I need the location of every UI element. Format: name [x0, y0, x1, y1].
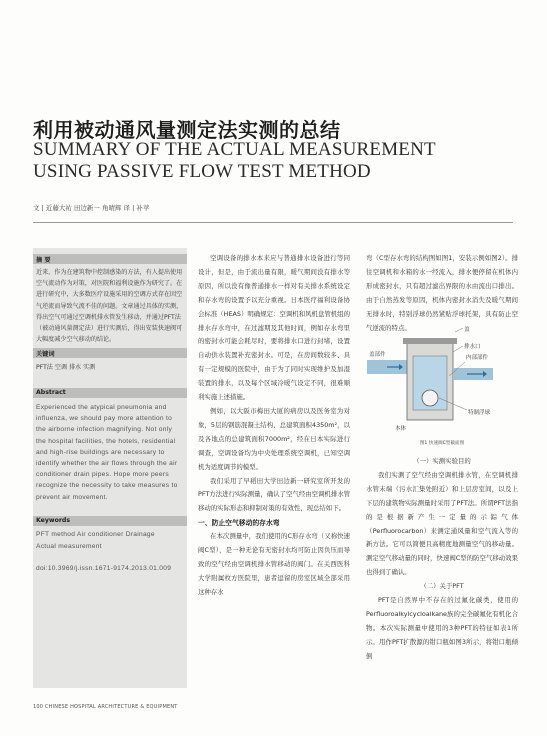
- figure-caption: 图1 快速阀C型截面图: [419, 441, 465, 446]
- col2-paragraph-4: 在本次测量中，我们使用的C形存水弯（又称快速阀C型），是一种无论有无密封水均可防止因负压而导致的空气经由空调机排水管移动的阀门。在关西医科大学附属枚方医院里，患者逗留的房室区域全部采用这种存水: [198, 532, 350, 596]
- label-drain-out: 排水口: [464, 344, 481, 350]
- keywords-en-line2: Actual measurement: [36, 543, 102, 550]
- article-title-en-line1: SUMMARY OF THE ACTUAL MEASUREMENT: [33, 139, 436, 160]
- label-body: 本体: [395, 426, 407, 432]
- col3-paragraph-1: 弯（C型存水弯的结构图如图1，安装示例如图2）。排往空调机和水箱的水一经流入，排水便停留在机体内形成密封水，只有超过滤出界限的水由流出口排出。由于自然蒸发等原因，机体内密封水消失及暖气期间无排水时，特别浮球仍然紧贴浮球托架，具有防止空气逆流的特点。: [366, 254, 518, 332]
- keywords-text: PFT法 空调 排水 实测: [36, 364, 96, 371]
- article-title-cn: 利用被动通风量测定法实测的总结: [33, 118, 341, 142]
- label-outflow: 流出口: [369, 380, 386, 386]
- body-column-3: [366, 252, 518, 335]
- col3-paragraph-3: PFT是自然界中不存在的过氟化碳类，使用的Perfluoroalkylcycloalkane族的完全碳氟化有机化合物。本次实际测量中使用的3种PFT的特征如表1所示。用作PFT扩散源的钳口瓶如图3所示，将钳口瓶倾倒: [366, 596, 518, 660]
- page-footer: 100 CHINESE HOSPITAL ARCHITECTURE & EQUIPMENT: [33, 704, 178, 710]
- authors-line: 文 | 近藤大祐 田边新一 角晴辉 译 | 补苹: [33, 204, 150, 212]
- subsection-heading-2: （二）关于PFT: [420, 582, 464, 591]
- header-rule: [33, 222, 513, 223]
- article-title-en: [33, 139, 436, 183]
- section-heading-1: 一、防止空气移动的存水弯: [198, 519, 280, 528]
- body-column-2: [198, 252, 350, 600]
- col3-paragraph-2: 我们实测了空气经由空调机排水管，在空调机排水管末端（污水汇集处附近）和上层房室间，以及上下层的建筑物实际测量时采用了PFT法。所谓PFT法指的是根据新产生一定量的示踪气体（Perfluorocarbon）来测定通风量和空气流入等的新方法。它可以简便且高精度地测量空气的移动量。测定空气移动量的同时，快速阀C型的防空气移动效果也得到了确认。: [366, 470, 518, 577]
- col2-paragraph-3: 我们采用了早稻田大学田边新一研究室所开发的PFT方法进行实际测量，确认了空气经由空调机排水管移动的实际形态和抑制对策的有效性，现总结如下。: [198, 476, 350, 513]
- valve-cross-section-svg: [367, 326, 517, 438]
- figure-valve-diagram: [367, 326, 517, 446]
- abstract-en-heading: Abstract: [36, 389, 66, 396]
- label-cover: 盖: [464, 327, 470, 333]
- abstract-en-heading-bar: [33, 388, 187, 398]
- abstract-heading-bar: [33, 254, 187, 264]
- label-float: 特制浮球: [468, 410, 491, 416]
- label-cover-part: 盖部件: [369, 352, 386, 358]
- doi-text: doi:10.3969/j.issn.1671-9174.2013.01.009: [36, 565, 172, 572]
- col2-paragraph-2: 例如，以大阪市梅田大厦的病房以及医务室为对象，5层的钢筋混凝土结构、总建筑面积4350m²，以及各地点的总建筑面积7000m²，经在日本实际进行调查，空调设备均为中央处理系统空调机，已知空调机为适度调节的模型。: [198, 406, 350, 471]
- article-title-en-line2: USING PASSIVE FLOW TEST METHOD: [33, 161, 371, 182]
- keywords-en-heading: Keywords: [36, 517, 71, 524]
- float-ball: [422, 390, 438, 406]
- abstract-text: 近来，作为在建筑物中控制感染的方法，有人提出使用空气流动作为对策，对医院和福利设施作为研究了。在进行研究中，大多数医疗设施采用的空调方式存在因空气逆流而导致气流不佳的问题。文章通过具体的实测，得出空气可通过空调机排水管发生移动，并通过PFT法（被动通风量测定法）进行实测后，得出安装快速阀可大幅度减少空气移动的结论。: [36, 269, 183, 344]
- abstract-sidebar: [33, 248, 187, 688]
- keywords-en-line1: PFT method Air conditioner Drainage: [36, 531, 155, 538]
- body-column-3-lower: [366, 455, 518, 664]
- valve-cover: [403, 338, 457, 344]
- keywords-heading: 关键词: [36, 351, 55, 358]
- keywords-heading-bar: [33, 348, 187, 358]
- label-inner: 内部部件: [466, 355, 489, 361]
- subsection-heading-1: （一）实测实验目的: [413, 457, 471, 465]
- keywords-en-heading-bar: [33, 516, 187, 526]
- col2-paragraph-1: 空调设备的排水本来应与普通排水设备进行等同设计，但是，由于流出量有限，暖气期间没有排水等原因，所以没有像普通排水一样对有关排水系统设定和存水弯的设置予以充分重视。日本医疗福利设备协会标准（HEAS）明确规定：空调机和风机盘管机组的排水存水弯中，在过滤期及其他时间，例如存水弯里的密封水可能会耗尽时，要将排水口进行封堵，设置自动供水装置补充密封水。可是，在房间数较多、具有一定规模的医院中，由于为了同时实现维护及加湿装置的排水，以及每个区域冷暖气设定不同，很难顺利实施上述措施。: [198, 254, 350, 402]
- abstract-heading: 摘 要: [36, 257, 51, 264]
- abstract-en-text: Experienced the atypical pneumonia and influenza, we should pay more attention to the airborne infection magnifying. Not only the hospital facilities, the hotels, residential and high-rise buildings are necessary to identify whether the air flows through the air conditioner drain pipes. Hope more peers recognize the necessity to take measures to prevent air movement.: [36, 404, 178, 501]
